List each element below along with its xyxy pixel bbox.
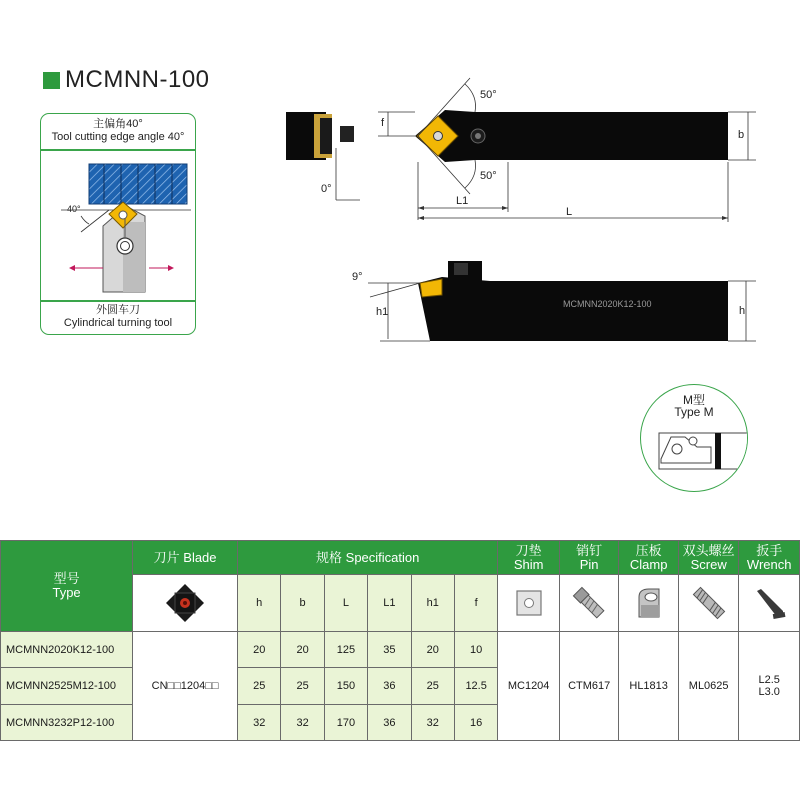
shim-image-cell bbox=[498, 575, 560, 632]
screw-icon bbox=[689, 583, 729, 623]
header-clamp: 压板 Clamp bbox=[619, 541, 679, 575]
cutting-angle-label-en: Tool cutting edge angle 40° bbox=[51, 131, 185, 143]
spec-b-cell: 20 bbox=[281, 632, 324, 668]
clamp-image-cell bbox=[619, 575, 679, 632]
spec-L1-cell: 35 bbox=[368, 632, 411, 668]
side-view-drawing bbox=[350, 255, 760, 345]
title-marker bbox=[43, 72, 60, 89]
card-divider bbox=[41, 149, 195, 151]
pin-value-cell: CTM617 bbox=[559, 632, 619, 741]
header-specification: 规格 Specification bbox=[238, 541, 498, 575]
spec-h1-cell: 20 bbox=[411, 632, 454, 668]
dim-h-label: h bbox=[739, 305, 746, 317]
top-view-drawing bbox=[270, 70, 760, 230]
spec-h1-cell: 25 bbox=[411, 668, 454, 705]
spec-col-L: L bbox=[324, 575, 367, 632]
card-divider bbox=[41, 300, 195, 302]
spec-h1-cell: 32 bbox=[411, 705, 454, 741]
type-cell: MCMNN2525M12-100 bbox=[1, 668, 133, 705]
angle-bottom-label: 50° bbox=[480, 170, 497, 182]
header-screw: 双头螺丝 Screw bbox=[678, 541, 739, 575]
spec-b-cell: 32 bbox=[281, 705, 324, 741]
shim-value-cell: MC1204 bbox=[498, 632, 560, 741]
spec-L-cell: 125 bbox=[324, 632, 367, 668]
spec-h-cell: 32 bbox=[238, 705, 281, 741]
screw-value-cell: ML0625 bbox=[678, 632, 739, 741]
blade-value-cell: CN□□1204□□ bbox=[133, 632, 238, 741]
angle-marker: 40° bbox=[67, 204, 81, 214]
clamp-value-cell: HL1813 bbox=[619, 632, 679, 741]
shim-icon bbox=[511, 585, 547, 621]
tool-label-cn: 外圆车刀 bbox=[96, 304, 140, 316]
spec-L-cell: 170 bbox=[324, 705, 367, 741]
tool-body-top bbox=[470, 112, 728, 160]
angle-top-label: 50° bbox=[480, 89, 497, 101]
dim-L-label: L bbox=[566, 206, 573, 218]
wrench-value-2: L3.0 bbox=[758, 686, 780, 698]
header-pin: 销钉 Pin bbox=[559, 541, 619, 575]
spec-col-f: f bbox=[454, 575, 497, 632]
dim-L1-label: L1 bbox=[456, 195, 469, 207]
spec-f-cell: 16 bbox=[454, 705, 497, 741]
spec-h-cell: 20 bbox=[238, 632, 281, 668]
spec-col-L1: L1 bbox=[368, 575, 411, 632]
angle-zero-label: 0° bbox=[321, 183, 332, 195]
type-cell: MCMNN3232P12-100 bbox=[1, 705, 133, 741]
spec-L-cell: 150 bbox=[324, 668, 367, 705]
pin-icon bbox=[569, 583, 609, 623]
application-card bbox=[40, 113, 196, 335]
cutting-angle-label-cn: 主偏角40° bbox=[93, 118, 143, 130]
blade-insert-icon bbox=[163, 581, 207, 625]
header-blade: 刀片 Blade bbox=[133, 541, 238, 575]
tool-body-side bbox=[490, 281, 728, 341]
header-shim: 刀垫 Shim bbox=[498, 541, 560, 575]
screw-image-cell bbox=[678, 575, 739, 632]
spec-f-cell: 12.5 bbox=[454, 668, 497, 705]
spec-col-h1: h1 bbox=[411, 575, 454, 632]
wrench-value-cell bbox=[739, 632, 800, 741]
spec-col-b: b bbox=[281, 575, 324, 632]
type-m-detail bbox=[640, 384, 748, 492]
header-wrench: 扳手 Wrench bbox=[739, 541, 800, 575]
type-m-label-cn: M型 bbox=[683, 393, 705, 407]
dim-f-label: f bbox=[381, 117, 385, 129]
spec-b-cell: 25 bbox=[281, 668, 324, 705]
wrench-value-1: L2.5 bbox=[758, 674, 780, 686]
spec-L1-cell: 36 bbox=[368, 705, 411, 741]
angle-side-label: 9° bbox=[352, 271, 363, 283]
dim-h1-label: h1 bbox=[376, 306, 389, 318]
spec-f-cell: 10 bbox=[454, 632, 497, 668]
body-marking: MCMNN2020K12-100 bbox=[563, 299, 652, 309]
clamp-icon bbox=[629, 583, 669, 623]
table-row bbox=[1, 632, 800, 668]
blade-image-cell bbox=[133, 575, 238, 632]
type-m-clamp-drawing bbox=[641, 423, 747, 483]
dim-b-label: b bbox=[738, 129, 745, 141]
tool-label-en: Cylindrical turning tool bbox=[63, 317, 173, 329]
turning-illustration bbox=[41, 152, 194, 300]
spec-L1-cell: 36 bbox=[368, 668, 411, 705]
spec-col-h: h bbox=[238, 575, 281, 632]
pin-image-cell bbox=[559, 575, 619, 632]
page-title: MCMNN-100 bbox=[65, 66, 210, 93]
spec-h-cell: 25 bbox=[238, 668, 281, 705]
type-cell: MCMNN2020K12-100 bbox=[1, 632, 133, 668]
wrench-icon bbox=[749, 583, 789, 623]
header-type: 型号 Type bbox=[1, 541, 133, 632]
specification-table bbox=[0, 540, 800, 741]
type-m-label-en: Type M bbox=[674, 405, 714, 419]
wrench-image-cell bbox=[739, 575, 800, 632]
